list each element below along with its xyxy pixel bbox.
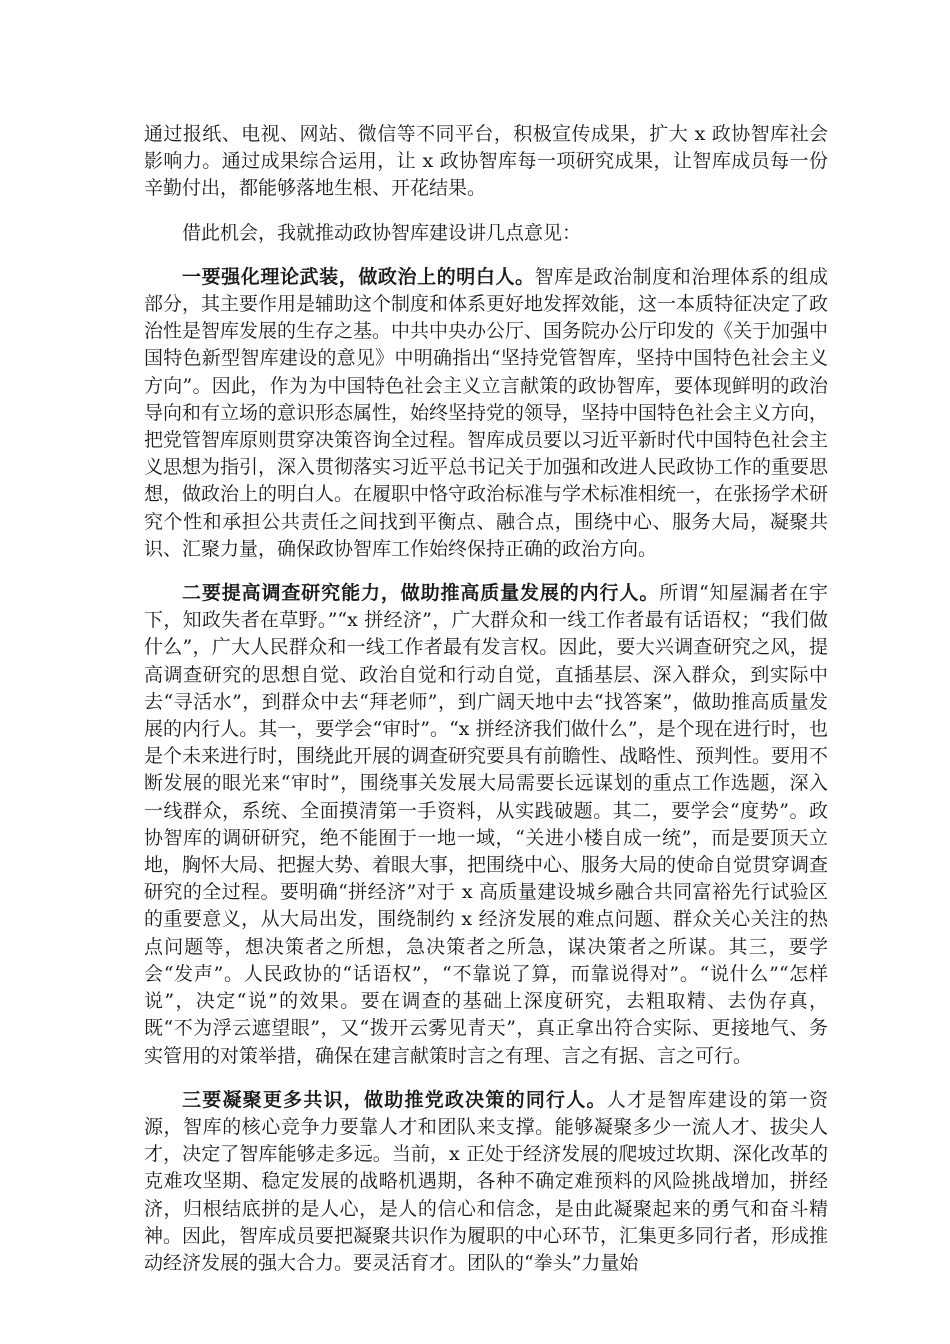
- paragraph-point-3: [144, 1087, 828, 1277]
- paragraph-heading: 三要凝聚更多共识，做助推党政决策的同行人。: [182, 1088, 607, 1111]
- paragraph-text: 借此机会，我就推动政协智库建设讲几点意见：: [182, 221, 582, 244]
- paragraph-heading: 一要强化理论武装，做政治上的明白人。: [182, 265, 535, 288]
- paragraph-point-1: [144, 264, 828, 563]
- paragraph-point-2: [144, 580, 828, 1070]
- paragraph-text: 人才是智库建设的第一资源，智库的核心竞争力要靠人才和团队来支撑。能够凝聚多少一流人才、拔尖人才，决定了智库能够走多远。当前，x 正处于经济发展的爬坡过坎期、深化改革的克难攻坚期、稳定发展的战略机遇期，各种不确定难预料的风险挑战增加，拼经济，归根结底拼的是人心，是人的信心和信念，是由此凝聚起来的勇气和奋斗精神。因此，智库成员要把凝聚共识作为履职的中心环节，汇集更多同行者，形成推动经济发展的强大合力。要灵活育才。团队的“拳头”力量始: [144, 1088, 829, 1274]
- document-page: [144, 121, 828, 1294]
- paragraph-opening: [144, 220, 828, 247]
- paragraph-intro: [144, 121, 828, 203]
- paragraph-text: 所谓“知屋漏者在宇下，知政失者在草野。”“x 拼经济”，广大群众和一线工作者最有话语权；“我们做什么”，广大人民群众和一线工作者最有发言权。因此，要大兴调查研究之风，提高调查研究的思想自觉、政治自觉和行动自觉，直插基层、深入群众，到实际中去“寻活水”，到群众中去“拜老师”，到广阔天地中去“找答案”，做助推高质量发展的内行人。其一，要学会“审时”。“x 拼经济我们做什么”，是个现在进行时，也是个未来进行时，围绕此开展的调查研究要具有前瞻性、战略性、预判性。要用不断发展的眼光来“审时”，围绕事关发展大局需要长远谋划的重点工作选题，深入一线群众，系统、全面摸清第一手资料，从实践破题。其二，要学会“度势”。政协智库的调研研究，绝不能囿于一地一域，“关进小楼自成一统”，而是要顶天立地，胸怀大局、把握大势、着眼大事，把围绕中心、服务大局的使命自觉贯穿调查研究的全过程。要明确“拼经济”对于 x 高质量建设城乡融合共同富裕先行试验区的重要意义，从大局出发，围绕制约 x 经济发展的难点问题、群众关心关注的热点问题等，想决策者之所想，急决策者之所急，谋决策者之所谋。其三，要学会“发声”。人民政协的“话语权”，“不靠说了算，而靠说得对”。“说什么”“怎样说”，决定“说”的效果。要在调查的基础上深度研究，去粗取精、去伪存真，既“不为浮云遮望眼”，又“拨开云雾见青天”，真正拿出符合实际、更接地气、务实管用的对策举措，确保在建言献策时言之有理、言之有据、言之可行。: [144, 582, 829, 1067]
- paragraph-heading: 二要提高调查研究能力，做助推高质量发展的内行人。: [182, 582, 660, 605]
- paragraph-text: 通过报纸、电视、网站、微信等不同平台，积极宣传成果，扩大 x 政协智库社会影响力。通过成果综合运用，让 x 政协智库每一项研究成果，让智库成员每一份辛勤付出，都能够落地生根、开花结果。: [144, 123, 828, 200]
- paragraph-text: 智库是政治制度和治理体系的组成部分，其主要作用是辅助这个制度和体系更好地发挥效能，这一本质特征决定了政治性是智库发展的生存之基。中共中央办公厅、国务院办公厅印发的《关于加强中国特色新型智库建设的意见》中明确指出“坚持党管智库，坚持中国特色社会主义方向”。因此，作为为中国特色社会主义立言献策的政协智库，要体现鲜明的政治导向和有立场的意识形态属性，始终坚持党的领导，坚持中国特色社会主义方向，把党管智库原则贯穿决策咨询全过程。智库成员要以习近平新时代中国特色社会主义思想为指引，深入贯彻落实习近平总书记关于加强和改进人民政协工作的重要思想，做政治上的明白人。在履职中恪守政治标准与学术标准相统一，在张扬学术研究个性和承担公共责任之间找到平衡点、融合点，围绕中心、服务大局，凝聚共识、汇聚力量，确保政协智库工作始终保持正确的政治方向。: [144, 265, 829, 560]
